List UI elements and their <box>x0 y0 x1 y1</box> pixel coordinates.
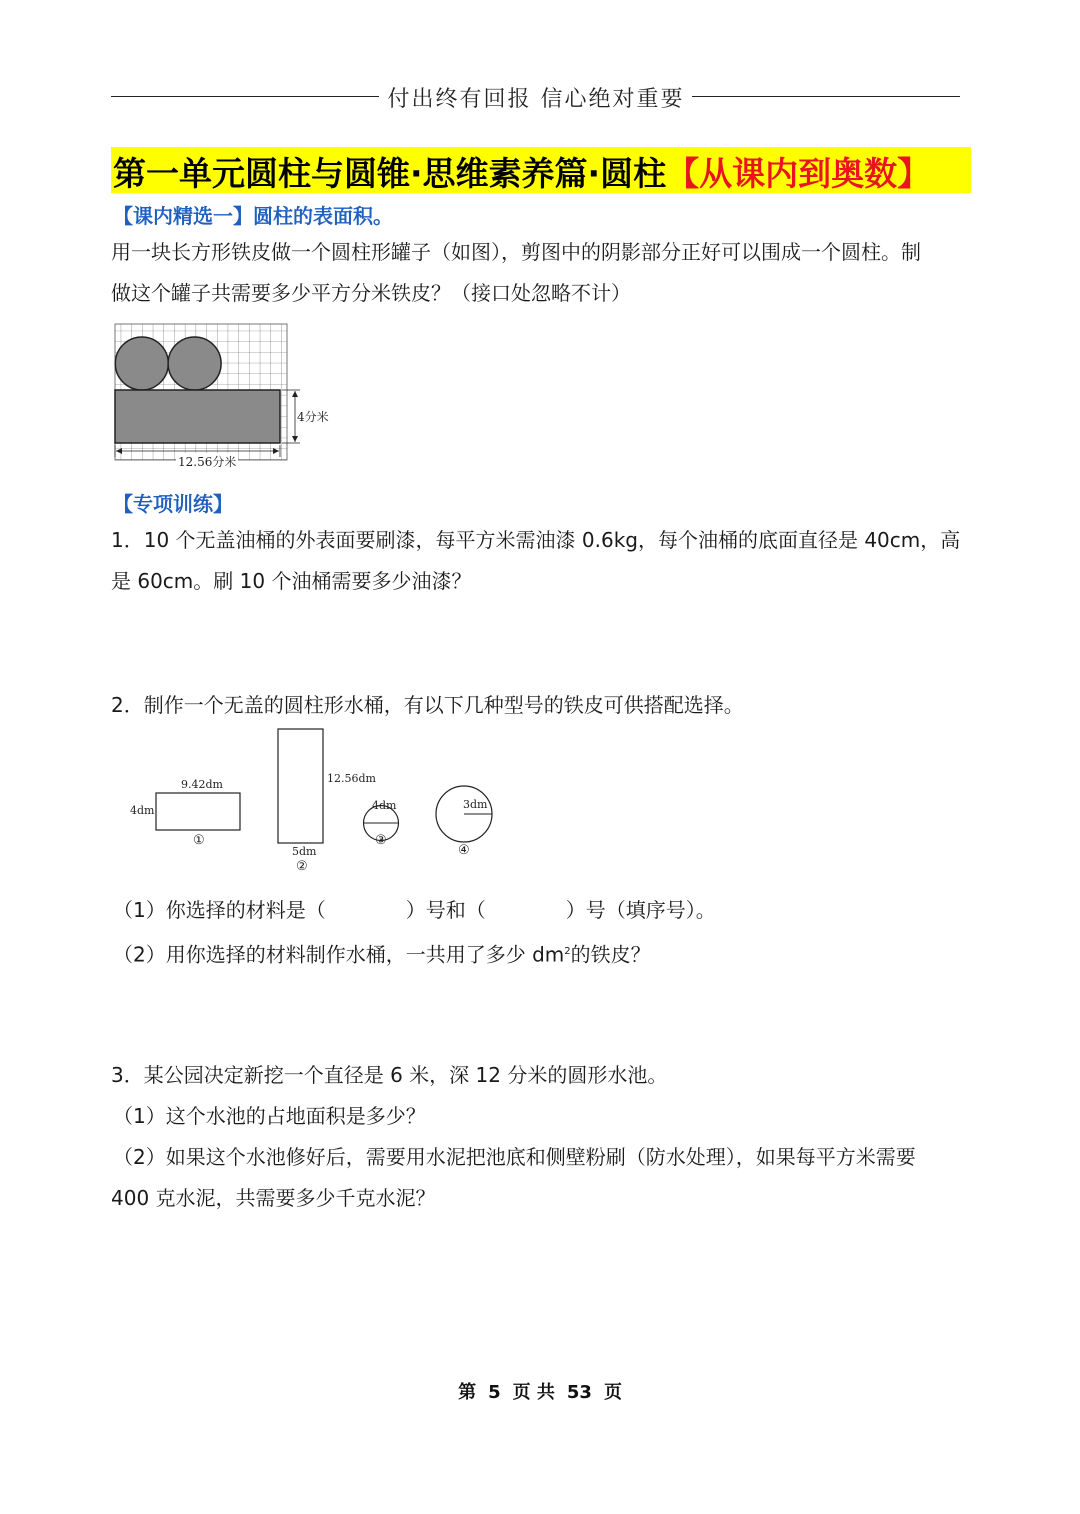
figure-cylinder-net <box>110 320 350 470</box>
q1-line1: 1．10 个无盖油桶的外表面要刷漆，每平方米需油漆 0.6kg，每个油桶的底面直径是 40cm，高 <box>111 528 961 552</box>
rect1-width-label: 9.42dm <box>181 778 223 791</box>
q1-line2: 是 60cm。刷 10 个油桶需要多少油漆？ <box>111 569 472 593</box>
footer-prefix: 第 <box>458 1382 477 1403</box>
section1-text-line1: 用一块长方形铁皮做一个圆柱形罐子（如图），剪图中的阴影部分正好可以围成一个圆柱。制 <box>111 240 921 264</box>
rect1-height-label: 4dm <box>130 804 155 817</box>
q2-sub2-post: 的铁皮？ <box>570 942 651 967</box>
footer-mid: 页 共 <box>512 1382 555 1403</box>
rect2-width-label: 5dm <box>292 845 317 858</box>
q2-sub1: （1）你选择的材料是（ ）号和（ ）号（填序号）。 <box>113 898 716 922</box>
q3-line1: 3．某公园决定新挖一个直径是 6 米，深 12 分米的圆形水池。 <box>111 1063 668 1087</box>
header-motto: 付出终有回报 信心绝对重要 <box>387 87 685 112</box>
figure1-height-label: 4分米 <box>297 410 329 424</box>
section1-heading: 【课内精选一】圆柱的表面积。 <box>113 204 393 228</box>
header-rule-right <box>692 96 960 97</box>
q2-sub2 <box>113 931 651 976</box>
title-main: 第一单元圆柱与圆锥·思维素养篇·圆柱 <box>113 154 667 193</box>
circle3-label: 4dm <box>372 799 397 812</box>
footer-page-num: 5 <box>488 1382 501 1403</box>
section1-text-line2: 做这个罐子共需要多少平方分米铁皮？（接口处忽略不计） <box>111 281 631 305</box>
figure1-width-label: 12.56分米 <box>178 455 237 469</box>
circle-left <box>115 337 168 390</box>
footer-page-total: 53 <box>566 1382 592 1403</box>
circle4-label: 3dm <box>463 798 488 811</box>
q2-sub2-pre: （2）用你选择的材料制作水桶，一共用了多少 dm <box>113 942 565 967</box>
rect2-height-label: 12.56dm <box>327 772 376 785</box>
q3-sub1: （1）这个水池的占地面积是多少？ <box>113 1104 426 1128</box>
material-rect-1 <box>156 793 240 830</box>
q3-sub2-line2: 400 克水泥，共需要多少千克水泥？ <box>111 1186 436 1210</box>
page-title <box>113 148 930 195</box>
page-footer <box>0 1378 1080 1404</box>
rectangle-side <box>115 390 280 443</box>
circle4-number: ④ <box>458 843 470 858</box>
circle3-number: ③ <box>375 833 387 848</box>
header-rule-left <box>111 96 379 97</box>
rect2-number: ② <box>296 859 308 874</box>
circle-right <box>168 337 221 390</box>
q3-sub2-line1: （2）如果这个水池修好后，需要用水泥把池底和侧壁粉刷（防水处理），如果每平方米需要 <box>113 1145 916 1169</box>
footer-suffix: 页 <box>603 1382 622 1403</box>
material-rect-2 <box>278 729 323 843</box>
q2-sub2-sup: 2 <box>564 946 571 957</box>
section2-heading: 【专项训练】 <box>113 492 233 516</box>
title-tag: 【从课内到奥数】 <box>666 154 931 193</box>
rect1-number: ① <box>193 833 205 848</box>
q2-line1: 2．制作一个无盖的圆柱形水桶，有以下几种型号的铁皮可供搭配选择。 <box>111 693 744 717</box>
